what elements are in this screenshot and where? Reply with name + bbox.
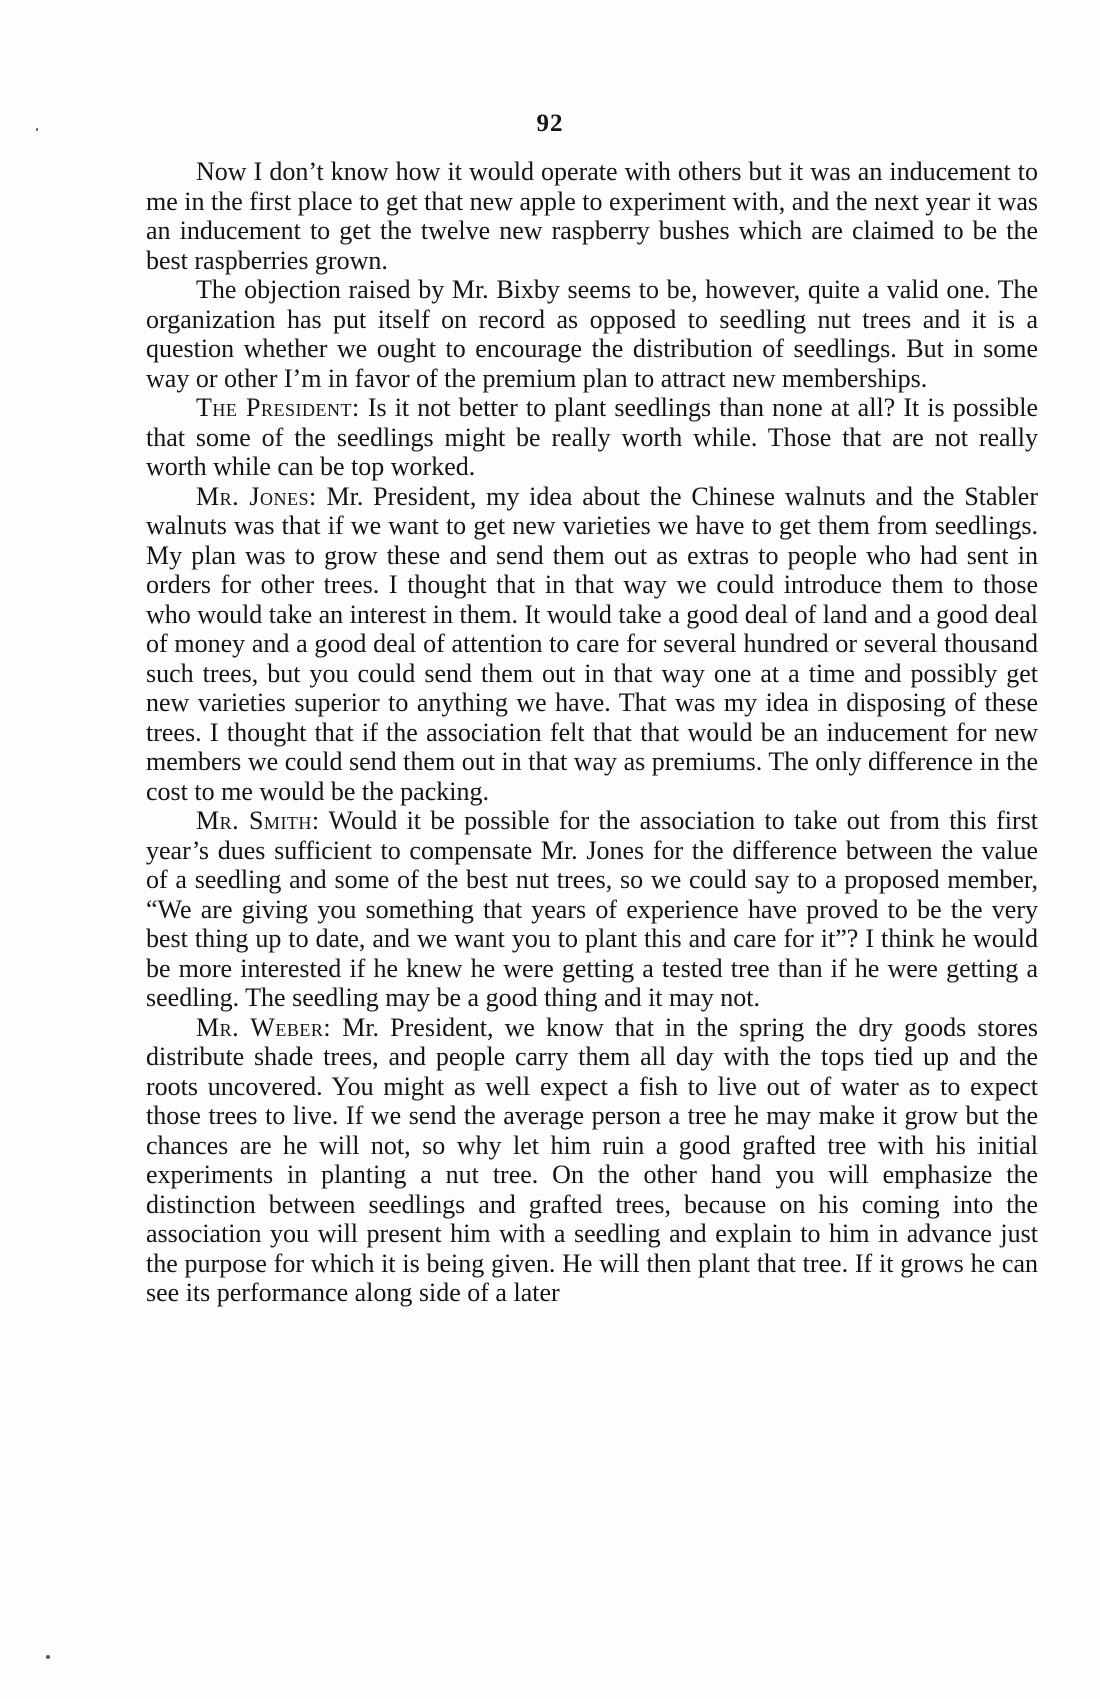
paragraph-text: Mr. President, my idea about the Chinese walnuts and the Stabler walnuts was that if we want to get new varieties we have to get them from seedlings. My plan was to grow these and send them out as extras to people who had sent in orders for other trees. I thought that in that way we could introduce them to those who would take an interest in them. It would take a good deal of land and a good deal of money and a good deal of attention to care for several hundred or several thousand such trees, but you could send them out in that way one at a time and possibly get new varieties superior to anything we have. That was my idea in disposing of these trees. I thought that if the association felt that that would be an inducement for new members we could send them out in that way as premiums. The only difference in the cost to me would be the packing. (146, 481, 1038, 806)
paragraph (146, 1013, 1038, 1308)
ink-speck (36, 128, 38, 131)
paragraph-text: Now I don’t know how it would operate with others but it was an inducement to me in the first place to get that new apple to experiment with, and the next year it was an inducement to get the twelve new raspberry bushes which are claimed to be the best raspberries grown. (146, 157, 1038, 275)
speaker-name: The President: (196, 393, 360, 422)
body-text (146, 157, 1038, 1308)
paragraph (146, 157, 1038, 275)
paragraph-text: Mr. President, we know that in the spring the dry goods stores distribute shade trees, and people carry them all day with the tops tied up and the roots uncovered. You might as well expect a fish to live out of water as to expect those trees to live. If we send the average person a tree he may make it grow but the chances are he will not, so why let him ruin a good grafted tree with his initial experiments in planting a nut tree. On the other hand you will emphasize the distinction between seedlings and grafted trees, because on his coming into the association you will present him with a seedling and explain to him in advance just the purpose for which it is being given. He will then plant that tree. If it grows he can see its performance along side of a later (146, 1012, 1039, 1307)
paragraph (146, 275, 1038, 393)
ink-speck (46, 1655, 50, 1659)
paragraph (146, 806, 1038, 1013)
speaker-name: Mr. Jones: (196, 481, 317, 511)
paragraph (146, 482, 1038, 807)
paragraph (146, 393, 1038, 482)
paragraph-text: The objection raised by Mr. Bixby seems to be, however, quite a valid one. The organization has put itself on record as opposed to seedling nut trees and it is a question whether we ought to encourage the distribution of seedlings. But in some way or other I’m in favor of the premium plan to attract new memberships. (146, 275, 1038, 393)
speaker-name: Mr. Weber: (196, 1012, 332, 1042)
page-number: 92 (536, 110, 564, 137)
paragraph-text: Would it be possible for the association to take out from this first year’s dues sufficient to compensate Mr. Jones for the difference between the value of a seedling and some of the best nut trees, so we could say to a proposed member, “We are giving you something that years of experience have proved to be the very best thing up to date, and we want you to plant this and care for it”? I think he would be more interested if he knew he were getting a tested tree than if he were getting a seedling. The seedling may be a good thing and it may not. (146, 806, 1038, 1012)
paragraph-text: Is it not better to plant seedlings than none at all? It is possible that some of the seedlings might be really worth while. Those that are not really worth while can be top worked. (146, 393, 1039, 481)
speaker-name: Mr. Smith: (196, 806, 320, 835)
